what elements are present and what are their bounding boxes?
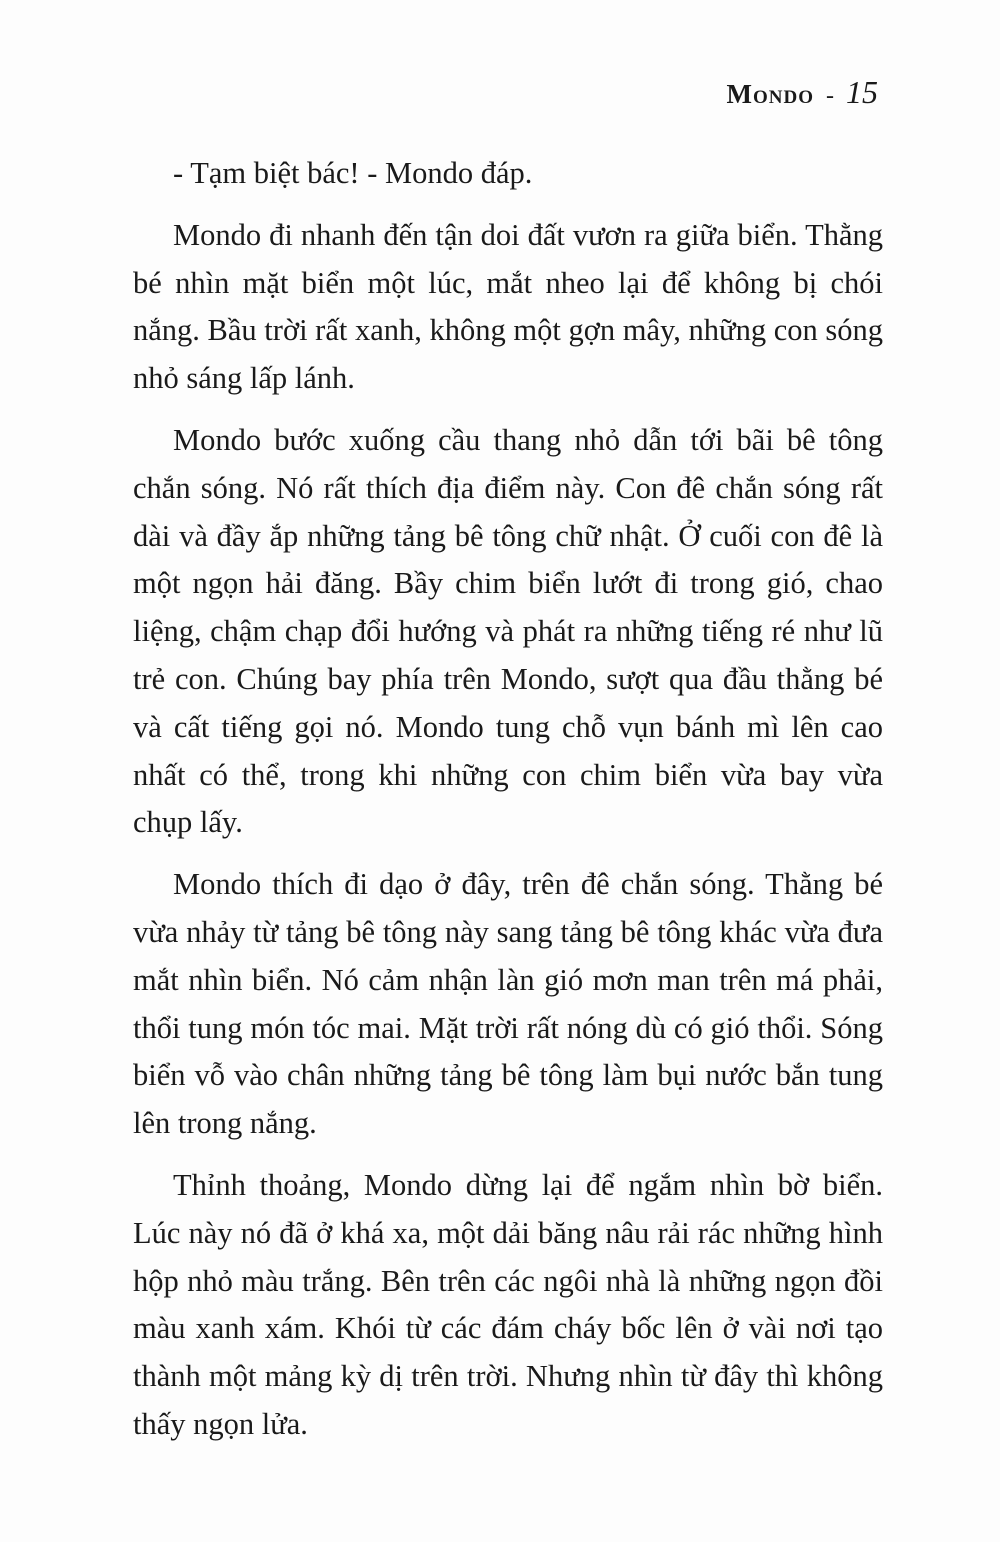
header-separator: - — [826, 83, 834, 109]
body-text — [133, 150, 883, 1449]
paragraph-4: Mondo thích đi dạo ở đây, trên đê chắn sóng. Thằng bé vừa nhảy từ tảng bê tông này sang tảng bê tông khác vừa đưa mắt nhìn biển. Nó cảm nhận làn gió mơn man trên má phải, thổi tung món tóc mai. Mặt trời rất nóng dù có gió thổi. Sóng biển vỗ vào chân những tảng bê tông làm bụi nước bắn tung lên trong nắng. — [133, 867, 883, 1141]
running-header — [727, 74, 878, 111]
paragraph-5: Thỉnh thoảng, Mondo dừng lại để ngắm nhìn bờ biển. Lúc này nó đã ở khá xa, một dải băng nâu rải rác những hình hộp nhỏ màu trắng. Bên trên các ngôi nhà là những ngọn đồi màu xanh xám. Khói từ các đám cháy bốc lên ở vài nơi tạo thành một mảng kỳ dị trên trời. Nhưng nhìn từ đây thì không thấy ngọn lửa. — [133, 1167, 883, 1441]
paragraph-3: Mondo bước xuống cầu thang nhỏ dẫn tới bãi bê tông chắn sóng. Nó rất thích địa điểm này. Con đê chắn sóng rất dài và đầy ắp những tảng bê tông chữ nhật. Ở cuối con đê là một ngọn hải đăng. Bầy chim biển lướt đi trong gió, chao liệng, chậm chạp đổi hướng và phát ra những tiếng ré như lũ trẻ con. Chúng bay phía trên Mondo, sượt qua đầu thằng bé và cất tiếng gọi nó. Mondo tung chỗ vụn bánh mì lên cao nhất có thể, trong khi những con chim biển vừa bay vừa chụp lấy. — [133, 422, 883, 840]
header-title: Mondo — [726, 79, 814, 109]
paragraph-2: Mondo đi nhanh đến tận doi đất vươn ra giữa biển. Thằng bé nhìn mặt biển một lúc, mắt nheo lại để không bị chói nắng. Bầu trời rất xanh, không một gợn mây, những con sóng nhỏ sáng lấp lánh. — [133, 217, 883, 396]
paragraph-1: - Tạm biệt bác! - Mondo đáp. — [173, 156, 533, 190]
page-number: 15 — [846, 74, 878, 110]
